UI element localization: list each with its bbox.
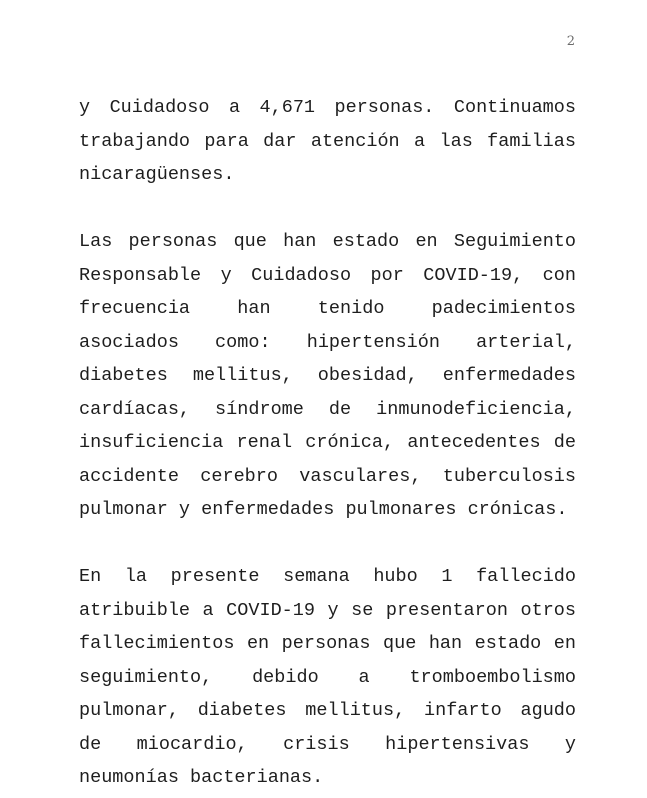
page-number: 2 — [566, 34, 575, 49]
document-body — [79, 91, 576, 795]
paragraph-2: Las personas que han estado en Seguimiento Responsable y Cuidadoso por COVID-19, con frecuencia han tenido padecimientos asociados como: hipertensión arterial, diabetes mellitus, obesidad, enfermedades cardíacas, síndrome de inmunodeficiencia, insuficiencia renal crónica, antecedentes de accidente cerebro vasculares, tuberculosis pulmonar y enfermedades pulmonares crónicas. — [79, 231, 576, 520]
paragraph-3: En la presente semana hubo 1 fallecido atribuible a COVID-19 y se presentaron otros fallecimientos en personas que han estado en seguimiento, debido a tromboembolismo pulmonar, diabetes mellitus, infarto agudo de miocardio, crisis hipertensivas y neumonías bacterianas. — [79, 566, 576, 788]
paragraph-1: y Cuidadoso a 4,671 personas. Continuamos trabajando para dar atención a las familias nicaragüenses. — [79, 97, 576, 185]
